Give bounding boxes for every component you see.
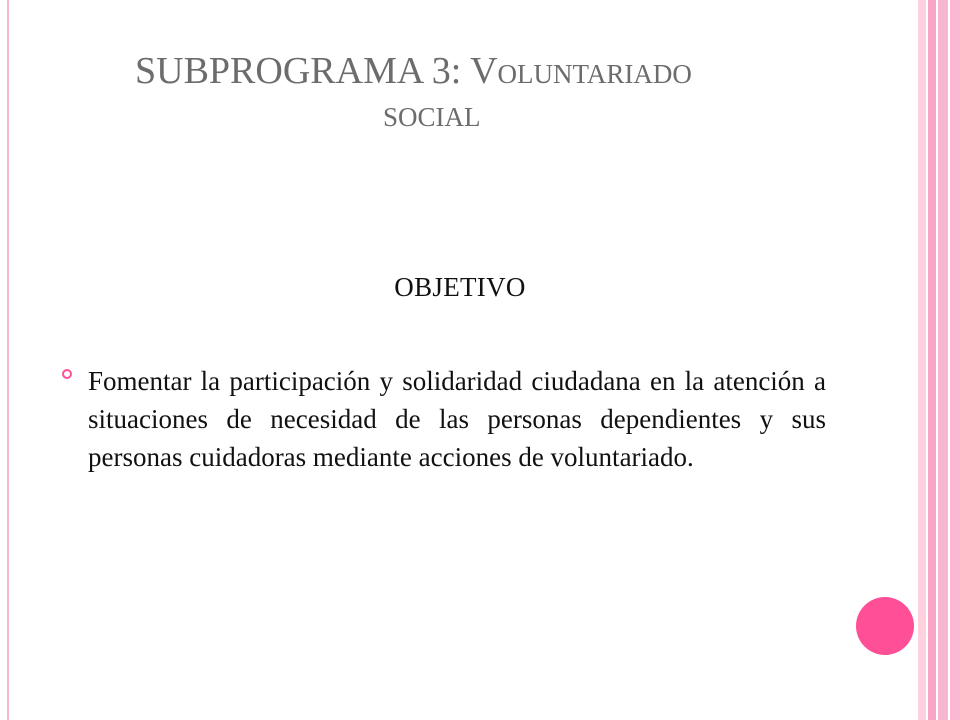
title-part-1: SUBPROGRAMA 3: V [135, 50, 498, 92]
stripe-2 [928, 0, 936, 720]
left-decorative-line [7, 0, 9, 720]
stripe-1 [918, 0, 926, 720]
bullet-text: Fomentar la participación y solidaridad ciudadana en la atención a situaciones de necesidad de las personas dependientes y sus personas cuidadoras mediante acciones de voluntariado. [88, 366, 826, 472]
stripe-4 [950, 0, 960, 720]
circle-bullet-icon [62, 369, 72, 379]
title-line-2: SOCIAL [383, 102, 481, 132]
title-line-1 [135, 52, 855, 90]
pink-circle-icon [856, 597, 914, 655]
bullet-item [62, 362, 826, 552]
objective-heading-text: OBJETIVO [394, 272, 526, 302]
title-part-2: OLUNTARIADO [497, 59, 692, 89]
right-decorative-stripes [918, 0, 960, 720]
objective-heading [0, 272, 960, 303]
slide-title [135, 52, 855, 131]
stripe-3 [938, 0, 948, 720]
